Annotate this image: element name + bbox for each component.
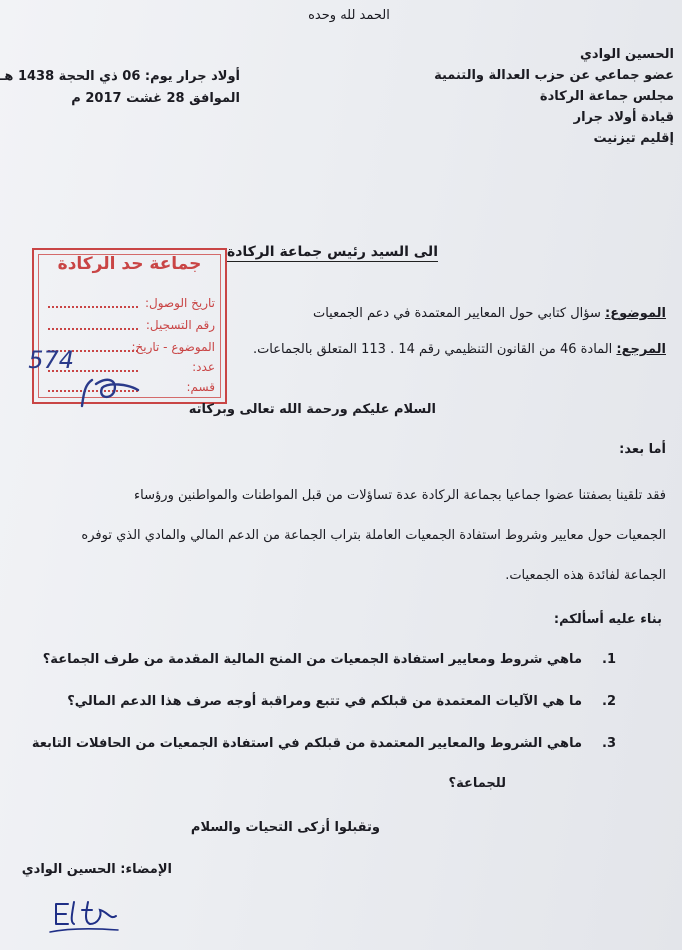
reference-line	[253, 342, 666, 357]
question-text-continued: للجماعة؟	[448, 776, 506, 791]
questions-intro: بناء عليه أسألكم:	[553, 612, 662, 627]
reference-text: المادة 46 من القانون التنظيمي رقم 14 . 113 المتعلق بالجماعات.	[252, 342, 617, 357]
subject-text: سؤال كتابي حول المعايير المعتمدة في دعم الجمعيات	[312, 306, 605, 321]
gregorian-date: الموافق 28 غشت 2017 م	[71, 91, 240, 106]
stamp-line-subject-date: الموضوع - تاريخ:	[42, 338, 215, 356]
question-number: 3.	[602, 736, 616, 751]
after-greeting: أما بعد:	[619, 442, 666, 457]
stamp-line-arrival: تاريخ الوصول:	[42, 294, 215, 312]
sender-province: إقليم تيزنيت	[593, 131, 674, 146]
question-text: ماهي شروط ومعايير استفادة الجمعيات من المنح المالية المقدمة من طرف الجماعة؟	[42, 652, 582, 667]
svg-text:574: 574	[28, 346, 74, 374]
date-block	[0, 66, 240, 110]
sender-name: الحسين الوادي	[580, 47, 674, 62]
subject-line	[313, 306, 666, 321]
closing: وتقبلوا أزكى التحيات والسلام	[190, 820, 380, 835]
stamp-line-section: قسم:	[42, 378, 215, 396]
signature-label: الإمضاء: الحسين الوادي	[21, 862, 172, 877]
greeting: السلام عليكم ورحمة الله تعالى وبركاته	[188, 402, 436, 417]
subject-label: الموضوع:	[605, 306, 666, 321]
handwritten-registration-number	[28, 340, 148, 412]
top-title: الحمد لله وحده	[308, 8, 390, 23]
question-number: 2.	[602, 694, 616, 709]
sender-council: مجلس جماعة الركادة	[539, 89, 674, 104]
reference-label: المرجع:	[616, 342, 666, 357]
stamp-line-number: عدد:	[42, 358, 215, 376]
stamp-title: جماعة حد الركادة	[57, 254, 202, 274]
paragraph-line: فقد تلقينا بصفتنا عضوا جماعيا بجماعة الركادة عدة تساؤلات من قبل المواطنات والمواطنين ورؤساء	[134, 488, 666, 503]
question-number: 1.	[602, 652, 616, 667]
handwritten-signature	[46, 894, 126, 940]
hijri-date: أولاد جرار يوم: 06 ذي الحجة 1438 هـ	[0, 69, 240, 84]
sender-block	[434, 44, 674, 149]
stamp-line-registration: رقم التسجيل:	[42, 316, 215, 334]
paragraph-line: الجماعة لفائدة هذه الجمعيات.	[505, 568, 666, 583]
sender-role: عضو جماعي عن حزب العدالة والتنمية	[434, 68, 674, 83]
sender-caidat: قيادة أولاد جرار	[573, 110, 674, 125]
addressee: الى السيد رئيس جماعة الركادة	[226, 244, 438, 260]
paragraph-line: الجمعيات حول معايير وشروط استفادة الجمعيات العاملة بتراب الجماعة من الدعم المالي والمادي الذي توفره	[81, 528, 666, 543]
question-text: ما هي الآليات المعتمدة من قبلكم في تتبع ومراقبة أوجه صرف هذا الدعم المالي؟	[67, 694, 582, 709]
question-text: ماهي الشروط والمعايير المعتمدة من قبلكم في استفادة الجمعيات من الحافلات التابعة	[31, 736, 582, 751]
